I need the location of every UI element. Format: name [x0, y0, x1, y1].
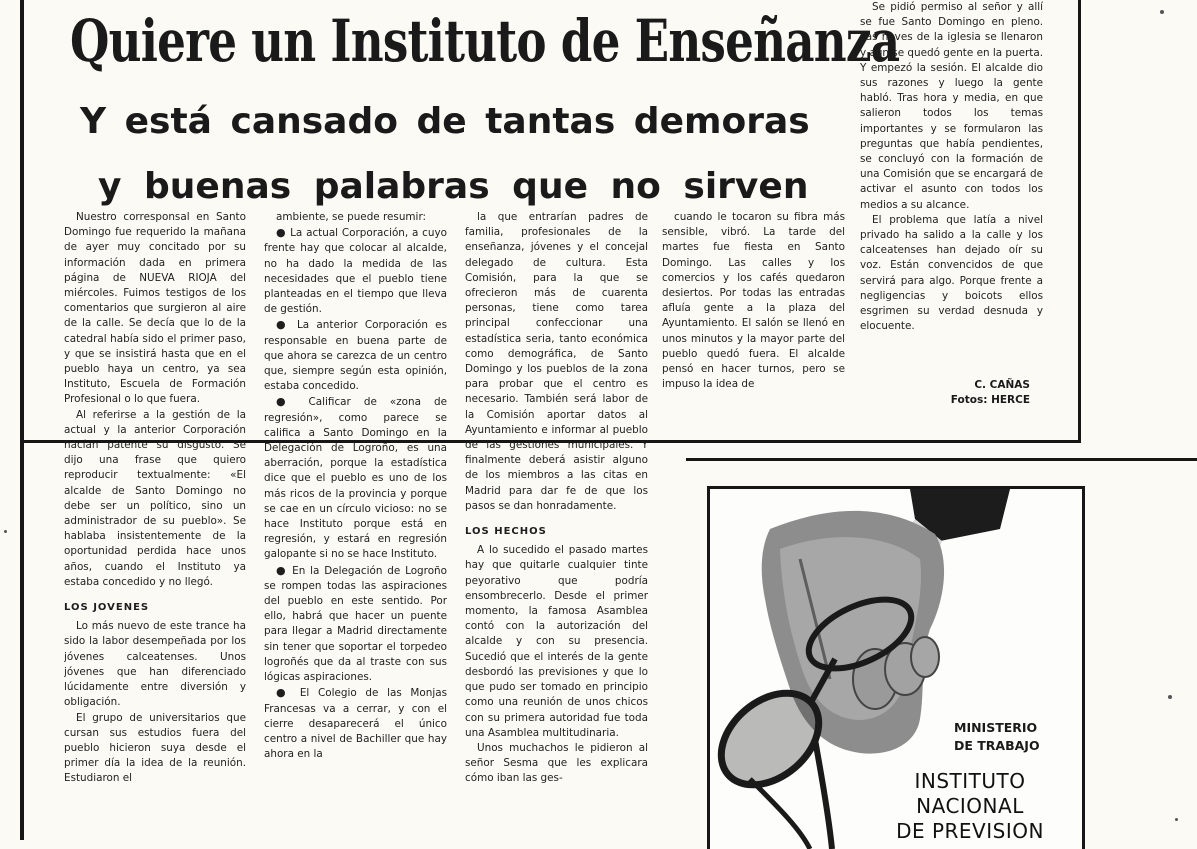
section-heading: LOS HECHOS [465, 526, 547, 538]
advert-top-rule [686, 458, 1197, 461]
advert-institute-line: NACIONAL [916, 794, 1024, 818]
print-speck [1168, 695, 1172, 699]
bullet-paragraph: ● El Colegio de las Monjas Francesas va a cerrar, y con el cierre desaparecerá el único centro a nivel de Bachiller que hay ahora en la [264, 685, 447, 762]
advert-ministry-line: DE TRABAJO [954, 738, 1040, 753]
paragraph: cuando le tocaron su fibra más sensible, vibró. La tarde del martes fue fiesta en Santo Domingo. Las calles y los comercios y los cafés quedaron desiertos. Por todas las entradas afluía gente a la plaza del Ayuntamiento. El salón se llenó en unos minutos y la mayor parte del pueblo quedó fuera. El alcalde pensó en hacer turnos, pero se impuso la idea de [662, 211, 845, 391]
paragraph: ambiente, se puede resumir: [276, 211, 427, 223]
paragraph: Unos muchachos le pidieron al señor Sesma que les explicara cómo iban las ges- [465, 741, 648, 785]
advert-institute-line: DE PREVISION [896, 819, 1044, 843]
advert-ministry [954, 719, 1074, 755]
subhead-line-1: Y está cansado de tantas demoras [80, 101, 810, 142]
advert-institute [870, 769, 1070, 844]
paragraph: Lo más nuevo de este trance ha sido la labor desempeñada por los jóvenes calceatenses. Unos jóvenes que han diferenciado lúcidamente entre diversión y obligación. [64, 620, 246, 709]
paragraph: El grupo de universitarios que cursan sus estudios fuera del pueblo hicieron suya desde el primer día la idea de la reunión. Estudiaron el [64, 711, 246, 785]
byline-author: C. CAÑAS [974, 379, 1030, 391]
print-speck [1160, 10, 1164, 14]
paragraph: Al referirse a la gestión de la actual y la anterior Corporación hacían patente su disgusto. Se dijo una frase que quiero reproducir textualmente: «El alcalde de Santo Domingo no debe ser un político, sino un administrador de su pueblo». Se hablaba insistentemente de la oportunidad perdida hace unos años, cuando el Instituto ya estaba concedido y no llegó. [64, 408, 246, 588]
page-border-left [20, 0, 24, 840]
paragraph: la que entrarían padres de familia, profesionales de la enseñanza, jóvenes y el concejal delegado de cultura. Esta Comisión, para la que se ofrecieron más de cuarenta personas, tiene como tarea principal confeccionar una estadística seria, tanto económica como demográfica, de Santo Domingo y los pueblos de la zona para probar que el centro es necesario. También será labor de la Comisión aportar datos al Ayuntamiento e informar al pueblo de las gestiones municipales. Y finalmente deberá asistir alguno de los miembros a las citas en Madrid para dar fe de que los pasos se dan honradamente. [465, 211, 648, 512]
bullet-paragraph: ● En la Delegación de Logroño se rompen todas las aspiraciones del pueblo en este sentido. Por ello, habrá que hacer un puente para llegar a Madrid directamente sin tener que soportar el torpedeo logroñés que da al traste con sus lógicas aspiraciones. [264, 563, 447, 686]
paragraph: Se pidió permiso al señor y allí se fue Santo Domingo en pleno. Las naves de la iglesia se llenaron y aún se quedó gente en la puerta. Y empezó la sesión. El alcalde dio sus razones y luego la gente habló. Tras hora y media, en que salieron todos los temas importantes y se formularon las preguntas que había pendientes, se concluyó con la formación de una Comisión que se encargará de activar el asunto con todos los medios a su alcance. [860, 1, 1043, 211]
print-speck [1175, 818, 1178, 821]
column-border-right [1078, 0, 1081, 442]
section-heading: LOS JOVENES [64, 602, 150, 614]
advert-ministry-line: MINISTERIO [954, 720, 1038, 735]
bullet-paragraph: ● La anterior Corporación es responsable en buena parte de que ahora se carezca de un centro que, siempre según esta opinión, estaba concedido. [264, 317, 447, 394]
byline-photo-credit: Fotos: HERCE [950, 394, 1030, 406]
paragraph: Nuestro corresponsal en Santo Domingo fue requerido la mañana de ayer muy concitado por su información dada en primera página de NUEVA RIOJA del miércoles. Fuimos testigos de los comentarios que surgieron al aire de la calle. Se decía que lo de la catedral había sido el primer paso, y que se insistirá hasta que en el pueblo haya un centro, ya sea Instituto, Escuela de Formación Profesional o lo que fuera. [64, 211, 246, 406]
article-column-2 [264, 210, 447, 840]
article-column-1 [64, 210, 246, 840]
article-column-4 [662, 210, 845, 410]
headline: Quiere un Instituto de Enseñanza [70, 7, 900, 75]
bullet-paragraph: ● La actual Corporación, a cuyo frente hay que colocar al alcalde, no ha dado la medida de las necesidades que el pueblo tiene planteadas en el tiempo que lleva de gestión. [264, 225, 447, 317]
article-column-5 [860, 0, 1043, 370]
paragraph: El problema que latía a nivel privado ha salido a la calle y los calceatenses han dejado oír su voz. Están convencidos de que servirá para algo. Porque frente a negligencias y boicots ellos esgrimen su verdad desnuda y elocuente. [860, 213, 1043, 333]
bullet-paragraph: ● Calificar de «zona de regresión», como parece se califica a Santo Domingo en la Delegación de Logroño, es una aberración, porque la estadística dice que el pueblo es uno de los más ricos de la provincia y porque se cae en un círculo vicioso: no se hace Instituto porque está en regresión, y estará en regresión galopante si no se hace Instituto. [264, 394, 447, 562]
paragraph: A lo sucedido el pasado martes hay que quitarle cualquier tinte peyorativo que podría ensombrecerlo. Desde el primer momento, la famosa Asamblea contó con la autorización del alcalde y con su presencia. Sucedió que el interés de la gente desbordó las previsiones y que lo que pudo ser tomado en principio como una reunión de unos chicos con su primera autoridad fue toda una Asamblea multitudinaria. [465, 544, 648, 739]
advert-box [707, 486, 1085, 849]
article-column-3 [465, 210, 648, 840]
subhead-line-2: y buenas palabras que no sirven [98, 166, 809, 207]
print-speck [4, 530, 7, 533]
advert-institute-line: INSTITUTO [914, 769, 1026, 793]
byline [860, 378, 1030, 408]
